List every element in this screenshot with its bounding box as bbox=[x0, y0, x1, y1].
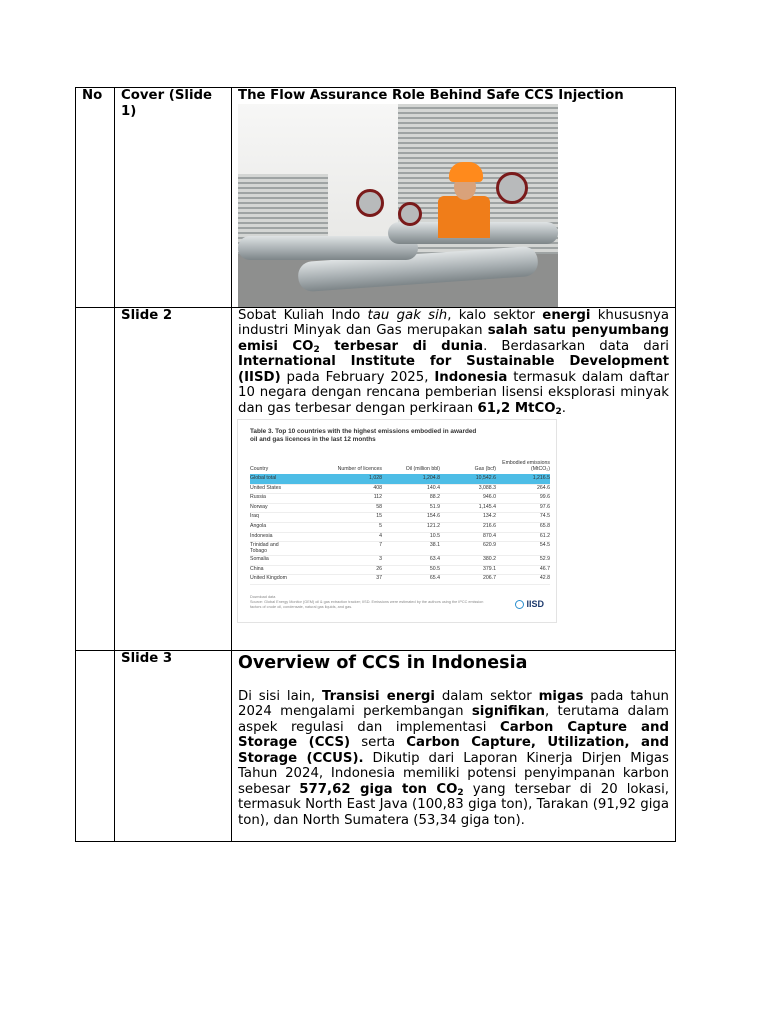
table-image-cell: 946.0 bbox=[483, 494, 496, 501]
table-image-cell: 121.2 bbox=[427, 523, 440, 529]
table-image-cell: Indonesia bbox=[250, 532, 273, 539]
table-image-cell: 112 bbox=[373, 494, 382, 501]
text-run: migas bbox=[538, 688, 584, 704]
table-image-cell: 4 bbox=[379, 532, 382, 539]
table-image-cell: 3 bbox=[379, 556, 382, 563]
text-run: , kalo sektor bbox=[447, 307, 543, 323]
table-image-cell: Angola bbox=[250, 523, 267, 529]
table-image-cell: 5 bbox=[379, 523, 382, 529]
photo-worker-helmet bbox=[449, 162, 483, 182]
table-image-cell: 37 bbox=[376, 575, 382, 582]
no-header bbox=[76, 88, 115, 308]
text-run: Dikutip dari Laporan Kinerja Dirjen Migas Tahun 2024, Indonesia memiliki potensi penyimpanan karbon sebesar bbox=[238, 750, 669, 797]
slide2-content-cell bbox=[232, 307, 676, 650]
table-image-cell: 88.2 bbox=[429, 494, 440, 501]
text-run: termasuk dalam daftar 10 negara dengan rencana pemberian lisensi eksplorasi minyak dan gas terbesar dengan perkiraan bbox=[238, 369, 669, 416]
table-image-cell: Norway bbox=[250, 503, 268, 510]
text-run: dalam sektor bbox=[434, 688, 539, 704]
no-cell bbox=[76, 650, 115, 841]
iisd-table-image bbox=[238, 420, 556, 622]
table-image-cell: 1,216.5 bbox=[532, 475, 550, 481]
table-image-cell: 154.6 bbox=[427, 513, 440, 520]
table-image-download: Download data bbox=[250, 595, 276, 599]
text-run: . bbox=[561, 400, 567, 416]
iisd-logo-icon bbox=[515, 600, 524, 609]
slide3-label: Slide 3 bbox=[121, 650, 173, 666]
table-image-row bbox=[250, 541, 550, 556]
table-image-cell: 38.1 bbox=[429, 542, 440, 549]
text-run: 61,2 MtCO bbox=[477, 400, 556, 416]
table-image-cell: 42.8 bbox=[539, 575, 550, 582]
photo-valve bbox=[356, 189, 384, 217]
table-image-cell: 15 bbox=[376, 513, 382, 520]
text-run: yang tersebar di 20 lokasi, termasuk North East Java (100,83 giga ton), Tarakan (91,92 giga ton), dan North Sumatera (53,34 giga ton). bbox=[238, 781, 669, 828]
table-image-cell: 379.1 bbox=[483, 565, 496, 572]
table-image-cell: 10,542.6 bbox=[475, 475, 496, 481]
cover-label: Cover (Slide 1) bbox=[121, 88, 213, 119]
table-image-cell: 134.2 bbox=[483, 513, 496, 520]
text-run: Carbon Capture, Utilization, and Storage (CCUS). bbox=[238, 735, 669, 766]
table-image-cell: United Kingdom bbox=[250, 575, 287, 582]
table-image-cell: 1,204.8 bbox=[422, 475, 440, 481]
text-run: 2 bbox=[457, 787, 464, 798]
table-image-cell: 58 bbox=[376, 503, 382, 510]
no-cell bbox=[76, 307, 115, 650]
text-run: , terutama dalam aspek regulasi dan implementasi bbox=[238, 704, 669, 735]
table-image-cell: 264.6 bbox=[537, 484, 550, 491]
table-row bbox=[76, 88, 676, 308]
table-image-cell: 63.4 bbox=[429, 556, 440, 563]
table-image-cell: 620.9 bbox=[483, 542, 496, 549]
table-image-title: Table 3. Top 10 countries with the highest emissions embodied in awarded oil and gas licences in the last 12 months bbox=[250, 428, 477, 443]
slide2-label: Slide 2 bbox=[121, 307, 173, 323]
table-image-source bbox=[250, 595, 490, 610]
photo-valve bbox=[496, 172, 528, 204]
table-image-cell: 54.5 bbox=[539, 542, 550, 549]
cover-photo bbox=[238, 104, 558, 307]
text-run: 577,62 giga ton CO bbox=[299, 781, 458, 797]
text-run: . Berdasarkan data dari bbox=[483, 338, 669, 354]
text-run: pada tahun 2024 mengalami perkembangan bbox=[238, 688, 669, 719]
table-image-column-header: Embodied emissions (MtCO₂) bbox=[502, 460, 550, 472]
cover-content-cell bbox=[232, 88, 676, 308]
text-run: salah satu penyumbang emisi CO bbox=[238, 323, 669, 354]
text-run: International Institute for Sustainable Development (IISD) bbox=[238, 354, 669, 385]
iisd-logo-text: IISD bbox=[526, 598, 544, 609]
table-image-cell: 50.5 bbox=[429, 565, 440, 572]
table-image-cell: 65.4 bbox=[429, 575, 440, 582]
text-run: tau gak sih bbox=[367, 307, 448, 323]
text-run: signifikan bbox=[471, 704, 546, 719]
content-table bbox=[75, 87, 676, 842]
table-image-cell: Somalia bbox=[250, 556, 269, 563]
no-label: No bbox=[82, 88, 103, 103]
iisd-logo bbox=[515, 597, 544, 613]
table-row bbox=[76, 650, 676, 841]
table-image-column-header: Country bbox=[250, 466, 269, 472]
table-row bbox=[76, 307, 676, 650]
slide3-content-cell bbox=[232, 650, 676, 841]
table-image-source-text: Source: Global Energy Monitor (GEM) oil & gas extraction tracker; IISD. Emissions were estimated by the authors using the IPCC emission factors of crude oil, condensate, natural gas liquids, and gas. bbox=[250, 600, 484, 609]
table-image-cell: 26 bbox=[376, 565, 382, 572]
table-image-cell: 380.2 bbox=[483, 556, 496, 563]
table-image-cell: 74.5 bbox=[539, 513, 550, 520]
cover-label-cell bbox=[115, 88, 232, 308]
table-image-cell: 51.9 bbox=[429, 503, 440, 510]
table-image-cell: United States bbox=[250, 484, 282, 491]
table-image-column-header: Gas (bcf) bbox=[474, 466, 496, 472]
table-image-cell: 1,145.4 bbox=[478, 503, 496, 510]
text-run: energi bbox=[542, 307, 591, 323]
table-image-cell: 97.6 bbox=[539, 503, 550, 510]
slide3-paragraph bbox=[238, 689, 669, 829]
table-image-column-header: Number of licences bbox=[337, 466, 382, 472]
table-image-cell: Iraq bbox=[250, 513, 259, 520]
table-image-cell: 3,088.3 bbox=[478, 484, 496, 491]
table-image-column-header: Oil (million bbl) bbox=[405, 466, 440, 472]
cover-title: The Flow Assurance Role Behind Safe CCS Injection bbox=[238, 88, 624, 103]
table-image-cell: 870.4 bbox=[483, 532, 496, 539]
table-image-cell: 65.8 bbox=[539, 523, 550, 529]
table-image-cell: Global total bbox=[250, 475, 277, 481]
text-run: Transisi energi bbox=[321, 688, 435, 704]
text-run: Sobat Kuliah Indo bbox=[238, 307, 368, 323]
text-run: Indonesia bbox=[434, 369, 508, 385]
table-image-cell: 1,028 bbox=[369, 475, 382, 481]
text-run: khususnya industri Minyak dan Gas merupakan bbox=[238, 307, 669, 338]
table-image-cell: 10.5 bbox=[429, 532, 440, 539]
table-image-cell: 140.4 bbox=[427, 484, 440, 491]
table-image-cell: 206.7 bbox=[483, 575, 496, 582]
table-image-cell: 216.6 bbox=[483, 523, 496, 529]
slide2-paragraph bbox=[238, 308, 669, 417]
table-image-cell: 52.9 bbox=[539, 556, 550, 563]
table-image-cell: 99.6 bbox=[539, 494, 550, 501]
slide3-label-cell bbox=[115, 650, 232, 841]
text-run: Carbon Capture and Storage (CCS) bbox=[238, 719, 669, 750]
text-run: Di sisi lain, bbox=[238, 688, 322, 704]
table-image-cell: Russia bbox=[250, 494, 266, 501]
table-image-cell: Trinidad and Tobago bbox=[250, 542, 279, 555]
table-image-cell: 7 bbox=[379, 542, 382, 549]
text-run: serta bbox=[350, 735, 407, 750]
table-image-row bbox=[250, 574, 550, 585]
slide3-title: Overview of CCS in Indonesia bbox=[238, 652, 528, 673]
text-run: 2 bbox=[555, 406, 562, 417]
table-image-cell: China bbox=[250, 565, 264, 572]
table-image-cell: 46.7 bbox=[539, 565, 550, 572]
table-image-cell: 408 bbox=[373, 484, 382, 491]
table-image-header bbox=[250, 450, 550, 472]
text-run: terbesar di dunia bbox=[319, 338, 484, 354]
slide2-label-cell bbox=[115, 307, 232, 650]
photo-worker-vest bbox=[438, 196, 490, 238]
table-image-cell: 61.2 bbox=[539, 532, 550, 539]
text-run: pada February 2025, bbox=[280, 369, 435, 385]
photo-valve bbox=[398, 202, 422, 226]
text-run: 2 bbox=[313, 344, 320, 355]
